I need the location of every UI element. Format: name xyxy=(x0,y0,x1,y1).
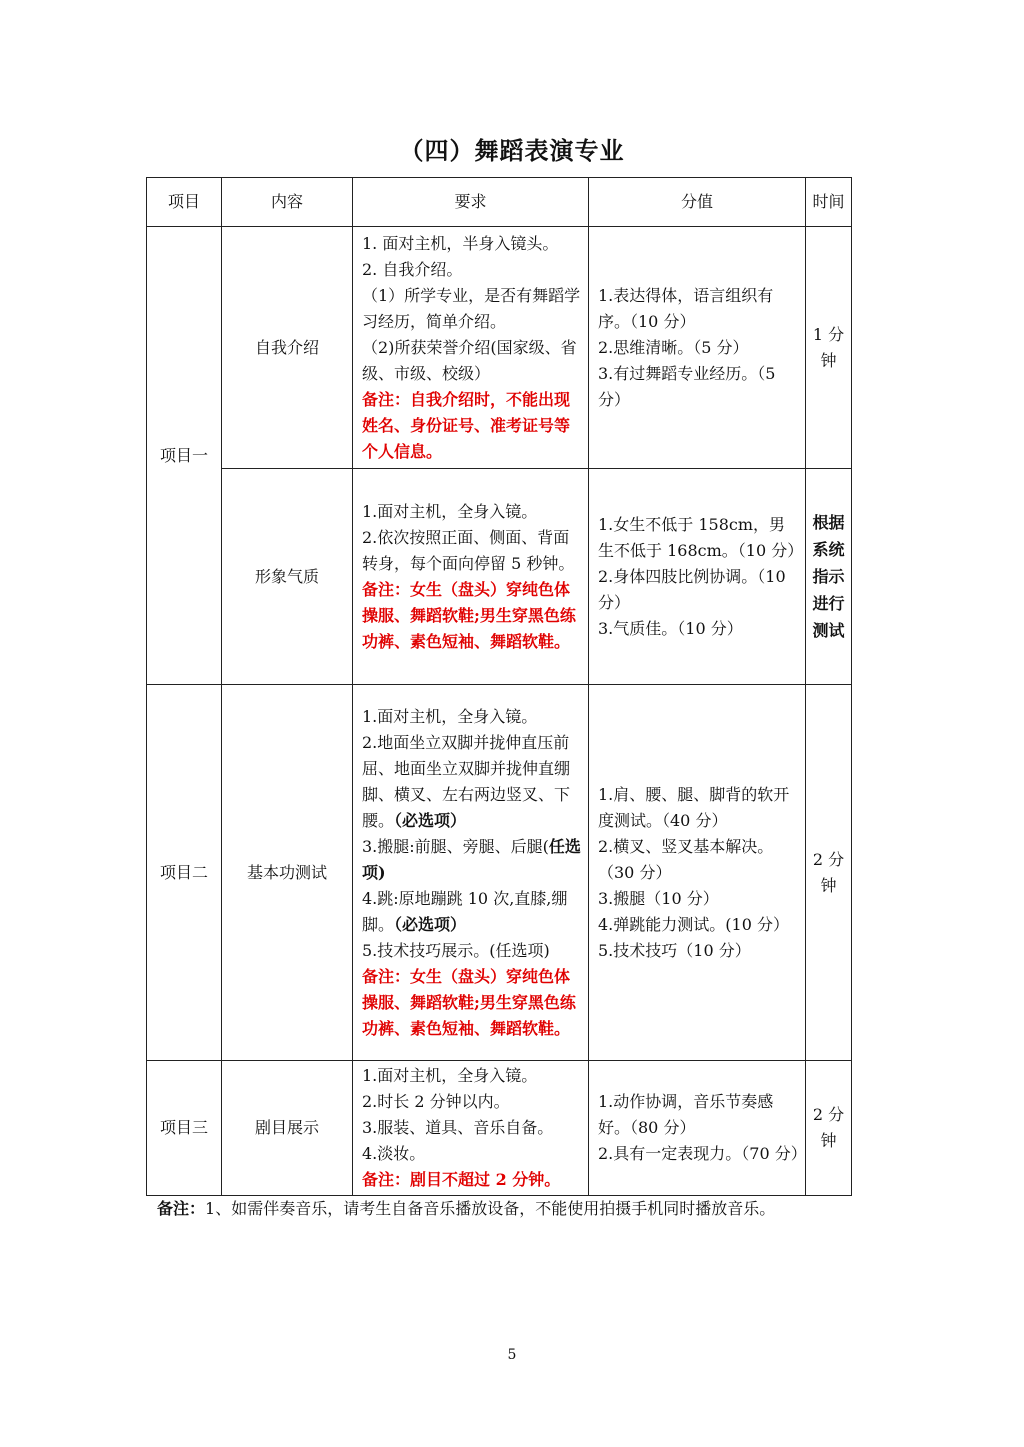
req-line xyxy=(362,886,582,938)
table-row xyxy=(147,685,852,1061)
req-line: （1）所学专业，是否有舞蹈学习经历，简单介绍。 xyxy=(362,285,581,331)
footer-note xyxy=(157,1196,775,1219)
header-score: 分值 xyxy=(589,178,806,227)
req-text: 3.搬腿:前腿、旁腿、后腿( xyxy=(362,836,549,856)
time-line: 进行 xyxy=(812,594,845,613)
score-line: 1.动作协调，音乐节奏感好。（80 分） xyxy=(598,1092,774,1137)
req-line: 1. 面对主机，半身入镜头。 xyxy=(362,233,559,253)
requirement-cell xyxy=(353,227,589,469)
req-optional-tag: 任选项) xyxy=(362,836,581,882)
requirement-cell xyxy=(353,469,589,685)
page-title: （四）舞蹈表演专业 xyxy=(399,137,625,165)
req-line: （2)所获荣誉介绍(国家级、省级、市级、校级） xyxy=(362,337,577,383)
content-cell: 剧目展示 xyxy=(222,1061,353,1196)
score-line: 3.搬腿（10 分） xyxy=(598,888,719,908)
footer-note-text: 1、如需伴奏音乐，请考生自备音乐播放设备，不能使用拍摄手机同时播放音乐。 xyxy=(205,1199,776,1218)
time-line: 系统 xyxy=(812,540,845,559)
table-header-row xyxy=(147,178,852,227)
header-item: 项目 xyxy=(147,178,222,227)
score-cell xyxy=(589,227,806,469)
score-line: 2.思维清晰。（5 分） xyxy=(598,337,749,357)
item-label: 项目一 xyxy=(159,445,208,465)
table-row xyxy=(147,469,852,685)
req-text: 2.地面坐立双脚并拢伸直压前屈、地面坐立双脚并拢伸直绷脚、横叉、左右两边竖叉、下腰。 xyxy=(362,732,571,830)
time-cell: 2 分钟 xyxy=(806,685,852,1061)
req-required-tag: （必选项） xyxy=(394,914,467,934)
header-requirement: 要求 xyxy=(353,178,589,227)
req-note: 备注：自我介绍时，不能出现姓名、身份证号、准考证号等个人信息。 xyxy=(362,389,571,461)
score-line: 1.肩、腰、腿、脚背的软开度测试。（40 分） xyxy=(598,784,790,830)
req-line: 1.面对主机，全身入镜。 xyxy=(362,501,538,521)
req-line xyxy=(362,730,582,834)
score-line: 3.气质佳。（10 分） xyxy=(598,618,743,638)
time-cell: 1 分钟 xyxy=(806,227,852,469)
score-line: 3.有过舞蹈专业经历。（5 分） xyxy=(598,363,776,409)
content-cell: 自我介绍 xyxy=(222,227,353,469)
score-line: 1.表达得体，语言组织有序。（10 分） xyxy=(598,285,774,331)
exam-table xyxy=(146,177,852,1196)
footer-note-label: 备注： xyxy=(157,1199,206,1218)
requirement-cell xyxy=(353,1061,589,1196)
req-line: 5.技术技巧展示。(任选项) xyxy=(362,940,550,960)
req-note: 备注：剧目不超过 2 分钟。 xyxy=(362,1170,561,1189)
score-line: 2.身体四肢比例协调。（10 分） xyxy=(598,566,786,612)
content-cell: 基本功测试 xyxy=(222,685,353,1061)
req-line: 2. 自我介绍。 xyxy=(362,259,463,279)
req-text: 4.跳:原地蹦跳 10 次,直膝,绷脚。 xyxy=(362,888,568,934)
req-line: 2.时长 2 分钟以内。 xyxy=(362,1092,510,1111)
header-content: 内容 xyxy=(222,178,353,227)
time-line: 根据 xyxy=(812,513,845,532)
req-line: 4.淡妆。 xyxy=(362,1144,426,1163)
req-required-tag: （必选项） xyxy=(394,810,467,830)
content-cell: 形象气质 xyxy=(222,469,353,685)
req-line xyxy=(362,834,582,886)
time-cell: 2 分钟 xyxy=(806,1061,852,1196)
requirement-cell xyxy=(353,685,589,1061)
req-note: 备注：女生（盘头）穿纯色体操服、舞蹈软鞋;男生穿黑色练功裤、素色短袖、舞蹈软鞋。 xyxy=(362,579,576,651)
score-line: 5.技术技巧（10 分） xyxy=(598,940,751,960)
item-cell: 项目三 xyxy=(147,1061,222,1196)
req-note: 备注：女生（盘头）穿纯色体操服、舞蹈软鞋;男生穿黑色练功裤、素色短袖、舞蹈软鞋。 xyxy=(362,966,576,1038)
page-number: 5 xyxy=(507,1347,517,1363)
time-cell xyxy=(806,469,852,685)
score-cell xyxy=(589,469,806,685)
item-cell: 项目二 xyxy=(147,685,222,1061)
req-line: 1.面对主机，全身入镜。 xyxy=(362,706,538,726)
score-line: 2.具有一定表现力。（70 分） xyxy=(598,1144,807,1163)
score-line: 2.横叉、竖叉基本解决。（30 分） xyxy=(598,836,774,882)
score-cell xyxy=(589,1061,806,1196)
time-line: 指示 xyxy=(812,567,845,586)
req-line: 3.服装、道具、音乐自备。 xyxy=(362,1118,554,1137)
score-cell xyxy=(589,685,806,1061)
score-line: 4.弹跳能力测试。(10 分） xyxy=(598,914,789,934)
req-line: 2.依次按照正面、侧面、背面转身，每个面向停留 5 秒钟。 xyxy=(362,527,575,573)
table-row xyxy=(147,1061,852,1196)
header-time: 时间 xyxy=(806,178,852,227)
table-row xyxy=(147,227,852,469)
time-line: 测试 xyxy=(812,621,845,640)
req-line: 1.面对主机，全身入镜。 xyxy=(362,1066,538,1085)
score-line: 1.女生不低于 158cm，男生不低于 168cm。（10 分） xyxy=(598,514,804,560)
item-cell xyxy=(147,227,222,685)
